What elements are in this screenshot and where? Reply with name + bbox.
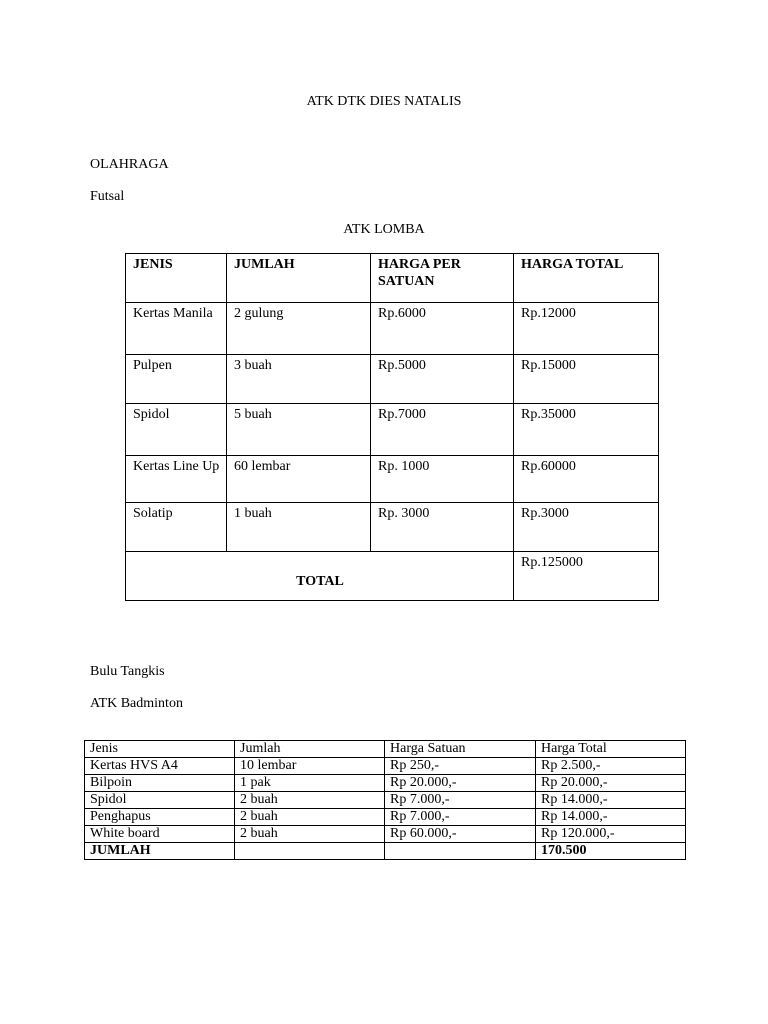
table-cell: Rp 2.500,-: [536, 758, 686, 775]
table-row: [126, 404, 659, 456]
table-cell: 2 buah: [235, 792, 385, 809]
column-header: HARGA PER SATUAN: [371, 254, 514, 303]
table-cell: Rp 7.000,-: [385, 809, 536, 826]
table-row: [85, 826, 686, 843]
table-cell: Kertas Line Up: [126, 456, 227, 503]
atk-lomba-table: [125, 253, 659, 601]
table-cell: Kertas Manila: [126, 303, 227, 355]
section-heading: OLAHRAGA: [90, 157, 169, 172]
table-cell: Rp 20.000,-: [536, 775, 686, 792]
table-header-row: [85, 741, 686, 758]
table-row: [126, 303, 659, 355]
table-total-row: [85, 843, 686, 860]
table-cell: 1 pak: [235, 775, 385, 792]
atk-badminton-table: [84, 740, 686, 860]
column-header: Harga Satuan: [385, 741, 536, 758]
table-cell: Rp.5000: [371, 355, 514, 404]
table1-title: ATK LOMBA: [343, 222, 425, 237]
table-cell: White board: [85, 826, 235, 843]
table-cell: Rp 120.000,-: [536, 826, 686, 843]
table-cell: 5 buah: [227, 404, 371, 456]
table-cell: Rp 14.000,-: [536, 809, 686, 826]
table2-title: ATK Badminton: [90, 696, 183, 711]
table-cell: Rp 14.000,-: [536, 792, 686, 809]
column-header: Harga Total: [536, 741, 686, 758]
table-header-row: [126, 254, 659, 303]
column-header: Jenis: [85, 741, 235, 758]
table-cell: 2 buah: [235, 826, 385, 843]
table-cell: Spidol: [85, 792, 235, 809]
subsection-heading-bulu-tangkis: Bulu Tangkis: [90, 664, 165, 679]
table-row: [126, 503, 659, 552]
column-header: JENIS: [126, 254, 227, 303]
table-cell: 10 lembar: [235, 758, 385, 775]
column-header: JUMLAH: [227, 254, 371, 303]
total-value: 170.500: [536, 843, 686, 860]
table-cell: Rp. 1000: [371, 456, 514, 503]
table-row: [85, 792, 686, 809]
table-cell: Rp.6000: [371, 303, 514, 355]
table-cell: 3 buah: [227, 355, 371, 404]
table-cell: Pulpen: [126, 355, 227, 404]
table-cell: Solatip: [126, 503, 227, 552]
subsection-heading-futsal: Futsal: [90, 189, 125, 204]
table-row: [126, 456, 659, 503]
table-cell-empty: [385, 843, 536, 860]
table-cell: 2 buah: [235, 809, 385, 826]
table-cell: Rp.15000: [514, 355, 659, 404]
table-cell: Rp.12000: [514, 303, 659, 355]
table-cell: Rp 7.000,-: [385, 792, 536, 809]
total-label: TOTAL: [126, 552, 514, 601]
table-cell: Rp 60.000,-: [385, 826, 536, 843]
table-row: [85, 758, 686, 775]
total-value: Rp.125000: [514, 552, 659, 601]
column-header: HARGA TOTAL: [514, 254, 659, 303]
table-cell: Rp 20.000,-: [385, 775, 536, 792]
table-cell: Penghapus: [85, 809, 235, 826]
table-cell: 1 buah: [227, 503, 371, 552]
table-cell: Rp.7000: [371, 404, 514, 456]
table-cell: Rp.35000: [514, 404, 659, 456]
table-cell: Rp.60000: [514, 456, 659, 503]
table-cell-empty: [235, 843, 385, 860]
table-total-row: [126, 552, 659, 601]
table-cell: Rp.3000: [514, 503, 659, 552]
table-row: [85, 775, 686, 792]
document-title: ATK DTK DIES NATALIS: [306, 94, 462, 109]
table-cell: Kertas HVS A4: [85, 758, 235, 775]
table-cell: 60 lembar: [227, 456, 371, 503]
table-row: [126, 355, 659, 404]
total-label: JUMLAH: [85, 843, 235, 860]
table-cell: Rp 250,-: [385, 758, 536, 775]
table-cell: Spidol: [126, 404, 227, 456]
column-header: Jumlah: [235, 741, 385, 758]
table-row: [85, 809, 686, 826]
table-cell: 2 gulung: [227, 303, 371, 355]
table-cell: Bilpoin: [85, 775, 235, 792]
table-cell: Rp. 3000: [371, 503, 514, 552]
